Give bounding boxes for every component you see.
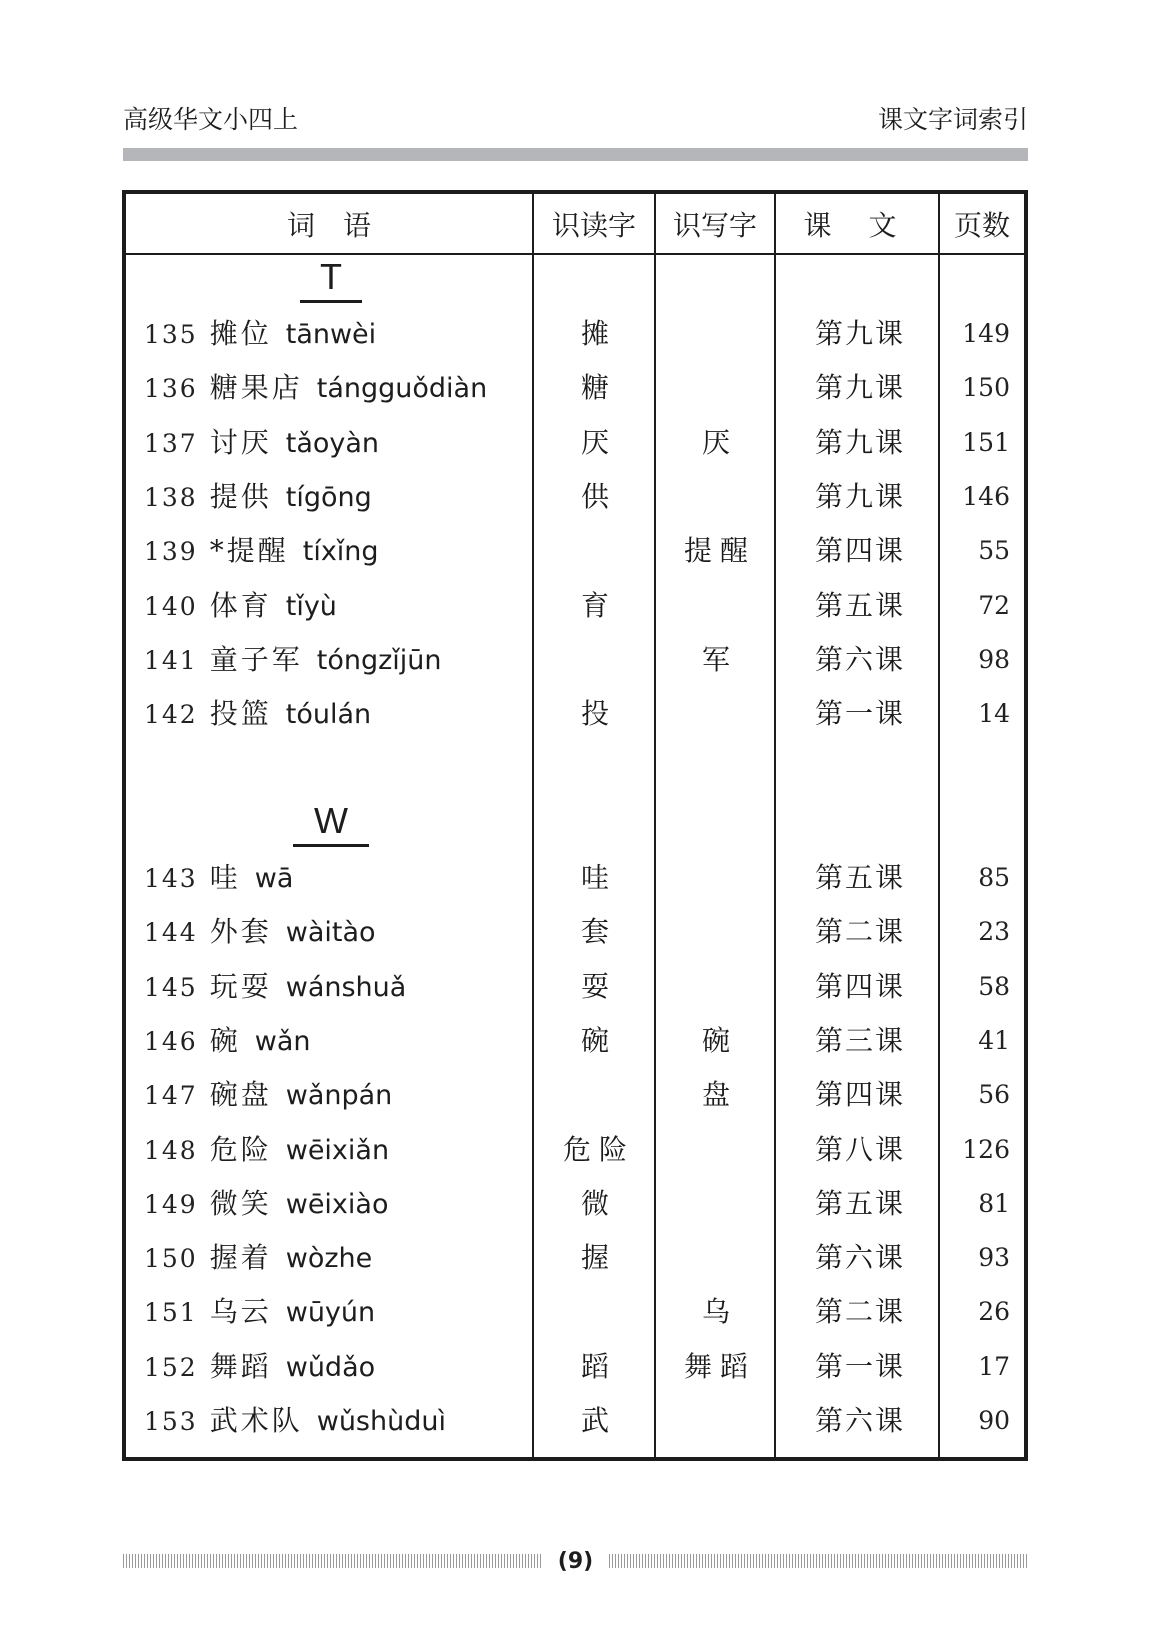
read-chars-cell: 糖	[580, 371, 617, 405]
entry-hanzi: 体育	[209, 588, 272, 622]
read-chars-cell: 危险	[562, 1132, 635, 1166]
table-row	[126, 1340, 1024, 1394]
table-row	[126, 470, 1024, 524]
entry-number: 146	[144, 1026, 198, 1056]
entry-pinyin: tǎoyàn	[285, 427, 380, 459]
word-cell	[144, 416, 534, 471]
word-cell	[144, 905, 534, 960]
word-cell	[144, 1177, 534, 1232]
write-chars-cell: 提醒	[683, 534, 756, 568]
read-chars-cell: 蹈	[580, 1349, 617, 1383]
entry-number: 136	[144, 374, 198, 404]
entry-pinyin: tǐyù	[285, 590, 337, 622]
read-chars-cell: 供	[580, 479, 617, 513]
section-letter: T	[320, 256, 342, 297]
lesson-cell: 第六课	[814, 1404, 905, 1437]
page-cell: 126	[962, 1134, 1010, 1164]
lesson-cell: 第一课	[814, 697, 905, 731]
entry-hanzi: 舞蹈	[209, 1349, 272, 1383]
word-cell	[144, 960, 534, 1015]
word-cell	[144, 687, 534, 742]
read-chars-cell: 摊	[580, 317, 617, 350]
read-chars-cell: 微	[580, 1186, 617, 1220]
lesson-cell: 第二课	[814, 1295, 905, 1329]
page-cell: 58	[978, 971, 1010, 1001]
word-cell	[144, 1068, 534, 1123]
entry-number: 141	[144, 645, 198, 675]
section-title: 课文字词索引	[877, 105, 1028, 134]
word-cell	[144, 633, 534, 688]
table-row	[126, 1014, 1024, 1068]
word-cell	[144, 307, 534, 362]
entry-pinyin: wǔshùduì	[316, 1406, 446, 1437]
page-cell: 93	[978, 1243, 1010, 1273]
page-cell: 17	[978, 1351, 1010, 1381]
page-cell: 98	[978, 644, 1010, 674]
entry-hanzi: 碗盘	[209, 1078, 272, 1112]
entry-pinyin: tángguǒdiàn	[316, 373, 488, 405]
entry-number: 151	[144, 1298, 198, 1328]
read-chars-cell: 武	[580, 1404, 617, 1437]
lesson-cell: 第一课	[814, 1349, 905, 1383]
entry-hanzi: 危险	[209, 1132, 272, 1166]
entry-hanzi: 摊位	[209, 317, 272, 350]
table-row	[126, 633, 1024, 687]
running-header	[123, 100, 1028, 136]
write-chars-cell: 盘	[701, 1078, 738, 1112]
page-cell: 55	[978, 536, 1010, 566]
word-cell	[144, 851, 534, 906]
entry-number: 144	[144, 918, 198, 948]
entry-pinyin: wǎn	[254, 1025, 311, 1057]
column-header-lesson: 课 文	[803, 208, 911, 242]
word-cell	[144, 1231, 534, 1286]
entry-hanzi: 握着	[209, 1241, 272, 1275]
lesson-cell: 第四课	[814, 969, 905, 1003]
page-cell: 85	[978, 863, 1010, 892]
word-cell	[144, 579, 534, 634]
entry-pinyin: wūyún	[285, 1297, 376, 1329]
read-chars-cell: 耍	[580, 969, 617, 1003]
entry-pinyin: wánshuǎ	[285, 971, 407, 1003]
entry-hanzi: 童子军	[209, 642, 303, 676]
word-cell	[144, 1014, 534, 1069]
entry-pinyin: wēixiào	[285, 1188, 389, 1220]
section-letter-underline	[300, 300, 362, 303]
table-row	[126, 1285, 1024, 1339]
entry-number: 147	[144, 1081, 198, 1111]
lesson-cell: 第二课	[814, 915, 905, 949]
table-row	[126, 416, 1024, 470]
entry-hanzi: 外套	[209, 915, 272, 949]
column-header-word: 词 语	[286, 208, 371, 242]
word-cell	[144, 1285, 534, 1340]
entry-pinyin: tóulán	[285, 699, 372, 731]
table-row	[126, 1068, 1024, 1122]
read-chars-cell: 套	[580, 915, 617, 949]
table-row	[126, 1177, 1024, 1231]
section-letter: W	[314, 800, 348, 841]
entry-hanzi: 讨厌	[209, 425, 272, 459]
page-cell: 151	[962, 427, 1010, 457]
table-row	[126, 1394, 1024, 1448]
entry-pinyin: wēixiǎn	[285, 1134, 390, 1166]
section-letter-heading	[126, 800, 536, 847]
word-cell	[144, 1394, 534, 1449]
header-divider-bar	[123, 148, 1028, 161]
page-cell: 41	[978, 1025, 1010, 1055]
lesson-cell: 第六课	[814, 1241, 905, 1275]
entry-hanzi: 武术队	[209, 1404, 303, 1437]
entry-pinyin: tóngzǐjūn	[316, 644, 442, 676]
entry-hanzi: 投篮	[209, 697, 272, 731]
footer-rule-right	[609, 1554, 1028, 1568]
page-cell: 81	[978, 1188, 1010, 1218]
lesson-cell: 第六课	[814, 642, 905, 676]
entry-number: 140	[144, 591, 198, 621]
write-chars-cell: 军	[701, 642, 738, 676]
word-index-table	[122, 190, 1028, 1461]
entry-number: 143	[144, 864, 198, 893]
table-row	[126, 905, 1024, 959]
entry-pinyin: tígōng	[285, 481, 372, 513]
page-cell: 23	[978, 917, 1010, 947]
table-row	[126, 1123, 1024, 1177]
read-chars-cell: 哇	[580, 861, 617, 894]
entry-pinyin: tíxǐng	[302, 536, 379, 568]
entry-hanzi: 微笑	[209, 1186, 272, 1220]
lesson-cell: 第八课	[814, 1132, 905, 1166]
entry-number: 137	[144, 428, 198, 458]
page-cell: 72	[978, 590, 1010, 620]
page-cell: 149	[962, 319, 1010, 348]
column-header-write-chars: 识写字	[672, 208, 757, 242]
lesson-cell: 第五课	[814, 588, 905, 622]
page-footer	[123, 1548, 1028, 1574]
book-title: 高级华文小四上	[123, 105, 299, 134]
entry-pinyin: wòzhe	[285, 1243, 373, 1275]
entry-number: 149	[144, 1189, 198, 1219]
entry-number: 150	[144, 1244, 198, 1274]
entry-number: 142	[144, 700, 198, 730]
write-chars-cell: 碗	[701, 1023, 738, 1057]
entry-hanzi: 玩耍	[209, 969, 272, 1003]
footer-rule-left	[123, 1554, 542, 1568]
table-row	[126, 1231, 1024, 1285]
read-chars-cell: 育	[580, 588, 617, 622]
word-cell	[144, 524, 534, 579]
lesson-cell: 第九课	[814, 425, 905, 459]
entry-number: 145	[144, 972, 198, 1002]
entry-pinyin: tānwèi	[285, 319, 377, 350]
section-letter-heading	[126, 256, 536, 303]
word-cell	[144, 470, 534, 525]
word-cell	[144, 361, 534, 416]
table-row	[126, 687, 1024, 741]
entry-hanzi: 乌云	[209, 1295, 272, 1329]
write-chars-cell: 乌	[701, 1295, 738, 1329]
entry-pinyin: wàitào	[285, 917, 376, 949]
lesson-cell: 第九课	[814, 317, 905, 350]
entry-number: 152	[144, 1352, 198, 1382]
lesson-cell: 第四课	[814, 1078, 905, 1112]
entry-hanzi: 碗	[209, 1023, 241, 1057]
column-header-read-chars: 识读字	[551, 208, 636, 242]
read-chars-cell: 厌	[580, 425, 617, 459]
write-chars-cell: 舞蹈	[683, 1349, 756, 1383]
lesson-cell: 第三课	[814, 1023, 905, 1057]
read-chars-cell: 投	[580, 697, 617, 731]
write-chars-cell: 厌	[701, 425, 738, 459]
page-cell: 56	[978, 1080, 1010, 1110]
entry-pinyin: wǎnpán	[285, 1080, 393, 1112]
entry-hanzi: *提醒	[209, 534, 289, 568]
page-cell: 26	[978, 1297, 1010, 1327]
word-cell	[144, 1340, 534, 1395]
entry-number: 139	[144, 537, 198, 567]
table-row	[126, 524, 1024, 578]
table-header-row	[126, 194, 1024, 255]
page-cell: 90	[978, 1406, 1010, 1435]
entry-pinyin: wǔdǎo	[285, 1351, 376, 1383]
entry-pinyin: wā	[254, 863, 294, 894]
entry-hanzi: 提供	[209, 479, 272, 513]
column-header-page: 页数	[953, 208, 1010, 242]
table-row	[126, 960, 1024, 1014]
read-chars-cell: 碗	[580, 1023, 617, 1057]
entry-hanzi: 糖果店	[209, 371, 303, 405]
entry-number: 135	[144, 320, 198, 349]
lesson-cell: 第九课	[814, 479, 905, 513]
table-row	[126, 361, 1024, 415]
word-cell	[144, 1123, 534, 1178]
lesson-cell: 第九课	[814, 371, 905, 405]
read-chars-cell: 握	[580, 1241, 617, 1275]
page-cell: 14	[978, 699, 1010, 729]
section-letter-underline	[293, 844, 369, 847]
page-number: (9)	[557, 1548, 594, 1574]
entry-number: 148	[144, 1135, 198, 1165]
lesson-cell: 第五课	[814, 1186, 905, 1220]
entry-number: 153	[144, 1407, 198, 1436]
entry-hanzi: 哇	[209, 861, 241, 894]
lesson-cell: 第四课	[814, 534, 905, 568]
entry-number: 138	[144, 482, 198, 512]
lesson-cell: 第五课	[814, 861, 905, 894]
table-row	[126, 851, 1024, 905]
table-row	[126, 307, 1024, 361]
table-row	[126, 579, 1024, 633]
page-cell: 150	[962, 373, 1010, 403]
page-cell: 146	[962, 481, 1010, 511]
